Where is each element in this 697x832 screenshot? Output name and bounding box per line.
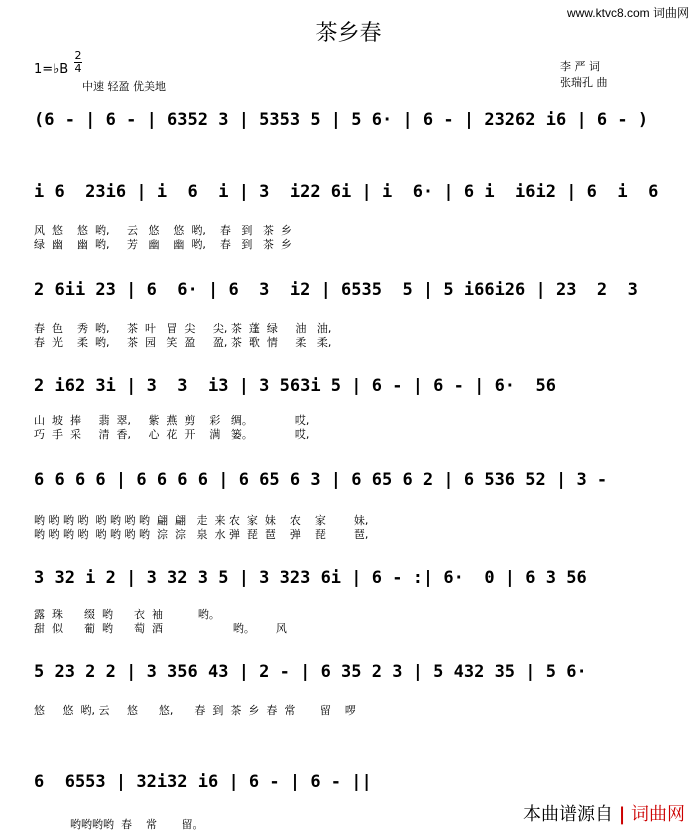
notes-row-2: i 6 23i6 | i 6 i | 3 i22 6i | i 6· | 6 i i6i2 | 6 i 6 [34,182,659,202]
time-signature-top: 2 [74,49,82,62]
notes-row-3: 2 6ii 23 | 6 6· | 6 3 i2 | 6535 5 | 5 i66i26 | 23 2 3 [34,280,638,300]
time-signature-bottom: 4 [74,62,82,75]
tempo-marking: 中速 轻盈 优美地 [82,80,166,93]
lyrics-row-5-verse-1: 哟 哟 哟 哟 哟 哟 哟 哟 翩 翩 走 来 农 家 妹 农 家 妹, [34,514,369,527]
lyrics-row-3-verse-1: 春 色 秀 哟, 茶 叶 冒 尖 尖, 茶 蓬 绿 油 油, [34,322,332,335]
composer: 张瑞孔 曲 [560,76,608,89]
watermark: www.ktvc8.com 词曲网 [566,6,689,20]
notes-row-7: 5 23 2 2 | 3 356 43 | 2 - | 6 35 2 3 | 5 432 35 | 5 6· [34,662,587,682]
key-signature: 1=♭B [34,62,69,77]
notes-row-4: 2 i62 3i | 3 3 i3 | 3 563i 5 | 6 - | 6 - | 6· 56 [34,376,556,396]
lyrics-row-6-verse-1: 露 珠 缀 哟 衣 袖 哟。 [34,608,220,621]
notes-row-5: 6 6 6 6 | 6 6 6 6 | 6 65 6 3 | 6 65 6 2 | 6 536 52 | 3 - [34,470,608,490]
lyrics-row-3-verse-2: 春 光 柔 哟, 茶 园 笑 盈 盈, 茶 歌 情 柔 柔, [34,336,332,349]
lyrics-row-2-verse-2: 绿 幽 幽 哟, 芳 幽 幽 哟, 春 到 茶 乡 [34,238,292,251]
time-signature [74,50,82,75]
lyrics-row-4-verse-2: 巧 手 采 清 香, 心 花 开 满 篓。 哎, [34,428,310,441]
lyrics-row-2-verse-1: 风 悠 悠 哟, 云 悠 悠 哟, 春 到 茶 乡 [34,224,292,237]
lyricist: 李 严 词 [560,60,600,73]
notes-row-6: 3 32 i 2 | 3 32 3 5 | 3 323 6i | 6 - :| 6· 0 | 6 3 56 [34,568,587,588]
lyrics-row-7: 悠 悠 哟, 云 悠 悠, 春 到 茶 乡 春 常 留 啰 [34,704,356,717]
lyrics-row-6-verse-2: 甜 似 葡 哟 萄 酒 哟。 风 [34,622,287,635]
footer-divider: | [618,804,626,825]
footer-source [523,800,685,826]
footer-site-name: 词曲网 [631,804,685,825]
song-title: 茶乡春 [315,21,382,46]
lyrics-row-8: 哟哟哟哟 春 常 留。 [70,818,204,831]
notes-row-8: 6 6553 | 32i32 i6 | 6 - | 6 - || [34,772,372,792]
notes-row-1: (6 - | 6 - | 6352 3 | 5353 5 | 5 6· | 6 - | 23262 i6 | 6 - ) [34,110,649,130]
footer-source-text: 本曲谱源自 [522,804,613,825]
lyrics-row-5-verse-2: 哟 哟 哟 哟 哟 哟 哟 哟 淙 淙 泉 水 弹 琵 琶 弹 琵 琶, [34,528,369,541]
lyrics-row-4-verse-1: 山 坡 捧 翡 翠, 紫 燕 剪 彩 绸。 哎, [34,414,310,427]
